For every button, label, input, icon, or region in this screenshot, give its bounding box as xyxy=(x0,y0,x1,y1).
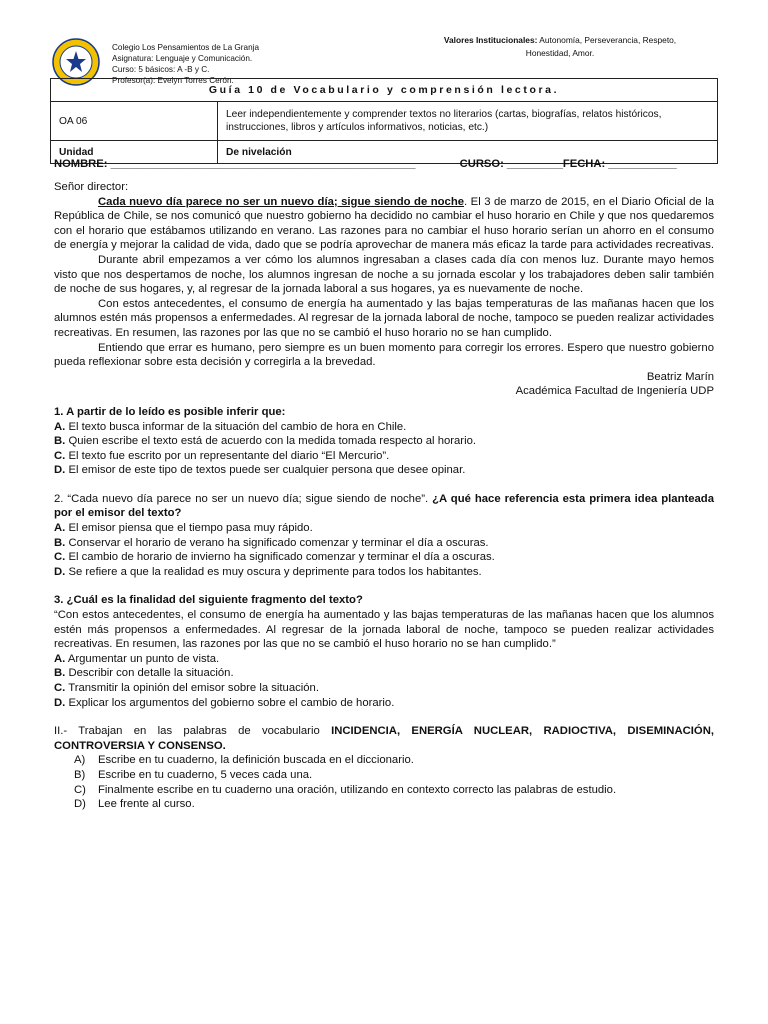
worksheet-body xyxy=(54,180,714,812)
question-3-option-c[interactable]: C. Transmitir la opinión del emisor sobre la situación. xyxy=(54,682,319,694)
vocabulary-words: INCIDENCIA, ENERGÍA NUCLEAR, RADIOCTIVA, DISEMINACIÓN, CONTROVERSIA Y CONSENSO. xyxy=(54,725,714,752)
question-2-option-d[interactable]: D. Se refiere a que la realidad es muy oscura y deprimente para todos los habitantes. xyxy=(54,565,482,578)
signature-role: Académica Facultad de Ingeniería UDP xyxy=(515,385,714,398)
question-1-option-b[interactable]: B. Quien escribe el texto está de acuerdo con la medida tomada respecto al horario. xyxy=(54,435,477,448)
activity-list xyxy=(54,753,714,811)
activity-item: C) Finalmente escribe en tu cuaderno una oración, utilizando en contexto correcto las palabras de estudio. xyxy=(74,783,617,796)
school-name: Colegio Los Pensamientos de La Granja xyxy=(112,43,260,52)
unit-value: De nivelación xyxy=(218,141,718,164)
values-label: Valores Institucionales: xyxy=(443,35,538,45)
question-3-option-b[interactable]: B. Describir con detalle la situación. xyxy=(54,667,234,680)
name-field[interactable]: _________________________________________________ xyxy=(110,158,416,170)
question-2-option-b[interactable]: B. Conservar el horario de verano ha significado comenzar y terminar el día a oscuras. xyxy=(54,536,489,549)
question-3-option-d[interactable]: D. Explicar los argumentos del gobierno sobre el cambio de horario. xyxy=(54,696,395,709)
teacher: Profesor(a): Evelyn Torres Cerón. xyxy=(112,76,234,85)
section-2-intro: II.- Trabajan en las palabras de vocabulario INCIDENCIA, ENERGÍA NUCLEAR, RADIOCTIVA, DISEMINACIÓN, CONTROVERSIA Y CONSENSO. xyxy=(54,725,714,752)
question-1-stem: 1. A partir de lo leído es posible inferir que: xyxy=(54,405,286,418)
question-3-option-a[interactable]: A. Argumentar un punto de vista. xyxy=(54,652,220,665)
activity-item: B) Escribe en tu cuaderno, 5 veces cada una. xyxy=(74,768,313,781)
institutional-values xyxy=(420,34,700,60)
guide-info-table xyxy=(50,78,718,164)
question-2-stem: 2. “Cada nuevo día parece no ser un nuevo día; sigue siendo de noche”. ¿A qué hace referencia esta primera idea planteada por el emisor del texto? xyxy=(54,492,714,520)
date-label: FECHA: xyxy=(562,158,606,170)
unit-label: Unidad xyxy=(51,141,218,164)
name-label: NOMBRE: xyxy=(54,158,108,170)
values-text: Autonomía, Perseverancia, Respeto, xyxy=(537,35,677,45)
values-text-2: Honestidad, Amor. xyxy=(525,48,595,58)
letter-paragraph-4: Entiendo que errar es humano, pero siempre es un buen momento para corregir los errores. Espero que nuestro gobierno pueda reflexionar sobre esta decisión y corregirla a la brevedad. xyxy=(54,341,714,369)
question-1-option-d[interactable]: D. El emisor de este tipo de textos puede ser cualquier persona que desee opinar. xyxy=(54,464,466,477)
letter-paragraph-3: Con estos antecedentes, el consumo de energía ha aumentado y las bajas temperaturas de las mañanas hacen que los alumnos estén más propensos a enfermedades. Al regresar de la jornada laboral de noche, tampoco se pueden realizar actividades recreativas. En resumen, las razones por las que no se cambió el huso horario no se han cumplido. xyxy=(54,297,715,339)
letter-headline: Cada nuevo día parece no ser un nuevo día; sigue siendo de noche xyxy=(98,195,465,208)
guide-title: Guía 10 de Vocabulario y comprensión lectora. xyxy=(51,79,718,102)
course-info: Curso: 5 básicos: A -B y C. xyxy=(112,65,210,74)
activity-item: A) Escribe en tu cuaderno, la definición buscada en el diccionario. xyxy=(74,754,414,767)
letter-paragraph-1: Cada nuevo día parece no ser un nuevo día; sigue siendo de noche. El 3 de marzo de 2015, en el Diario Oficial de la República de Chile, se nos comunicó que nuestro gobierno ha decidido no cambiar el huso horario en Chile y que nos quedaremos con el horario que estábamos utilizando en verano. Las razones para no cambiar el huso horario serían un ahorro en el consumo de energía y mejorar la calidad de vida, dado que se podría aprovechar de manera más eficaz la tarde para actividades recreativas. xyxy=(54,195,714,252)
question-3-stem: 3. ¿Cuál es la finalidad del siguiente fragmento del texto? xyxy=(54,594,363,607)
letter-greeting: Señor director: xyxy=(54,181,129,193)
question-3-quote: “Con estos antecedentes, el consumo de energía ha aumentado y las bajas temperaturas de las mañanas hacen que los alumnos estén más propensos a enfermedades. Al regresar de la jornada laboral de noche, tampoco se pueden realizar actividades recreativas. En resumen, las razones por las que no se cambió el huso horario no se han cumplido.” xyxy=(54,609,714,651)
question-2-option-a[interactable]: A. El emisor piensa que el tiempo pasa muy rápido. xyxy=(54,522,313,535)
question-2-option-c[interactable]: C. El cambio de horario de invierno ha significado comenzar y terminar el día a oscuras. xyxy=(54,551,495,564)
subject: Asignatura: Lenguaje y Comunicación. xyxy=(112,54,253,63)
letter-paragraph-2: Durante abril empezamos a ver cómo los alumnos ingresaban a clases cada día con menos luz. Durante mayo hemos visto que nos despertamos de noche, los alumnos ingresan de noche a su jornada escolar y los trabajadores deben salir también de noche de sus hogares, y, al regresar de la jornada laboral a sus hogares, ya es nuevamente de noche. xyxy=(54,253,714,296)
date-field[interactable]: ___________ xyxy=(608,158,677,170)
question-1-option-a[interactable]: A. El texto busca informar de la situación del cambio de hora en Chile. xyxy=(54,420,407,433)
student-info-line xyxy=(54,158,714,170)
activity-item: D) Lee frente al curso. xyxy=(74,798,195,811)
question-1-option-c[interactable]: C. El texto fue escrito por un representante del diario “El Mercurio”. xyxy=(54,449,390,462)
oa-description: Leer independientemente y comprender textos no literarios (cartas, biografías, relatos históricos, instrucciones, libros y artículos informativos, noticias, etc.) xyxy=(218,102,718,141)
course-field[interactable]: _________ xyxy=(506,158,563,170)
course-label: CURSO: xyxy=(459,158,504,170)
oa-code: OA 06 xyxy=(51,102,218,141)
signature-name: Beatriz Marín xyxy=(646,370,714,383)
